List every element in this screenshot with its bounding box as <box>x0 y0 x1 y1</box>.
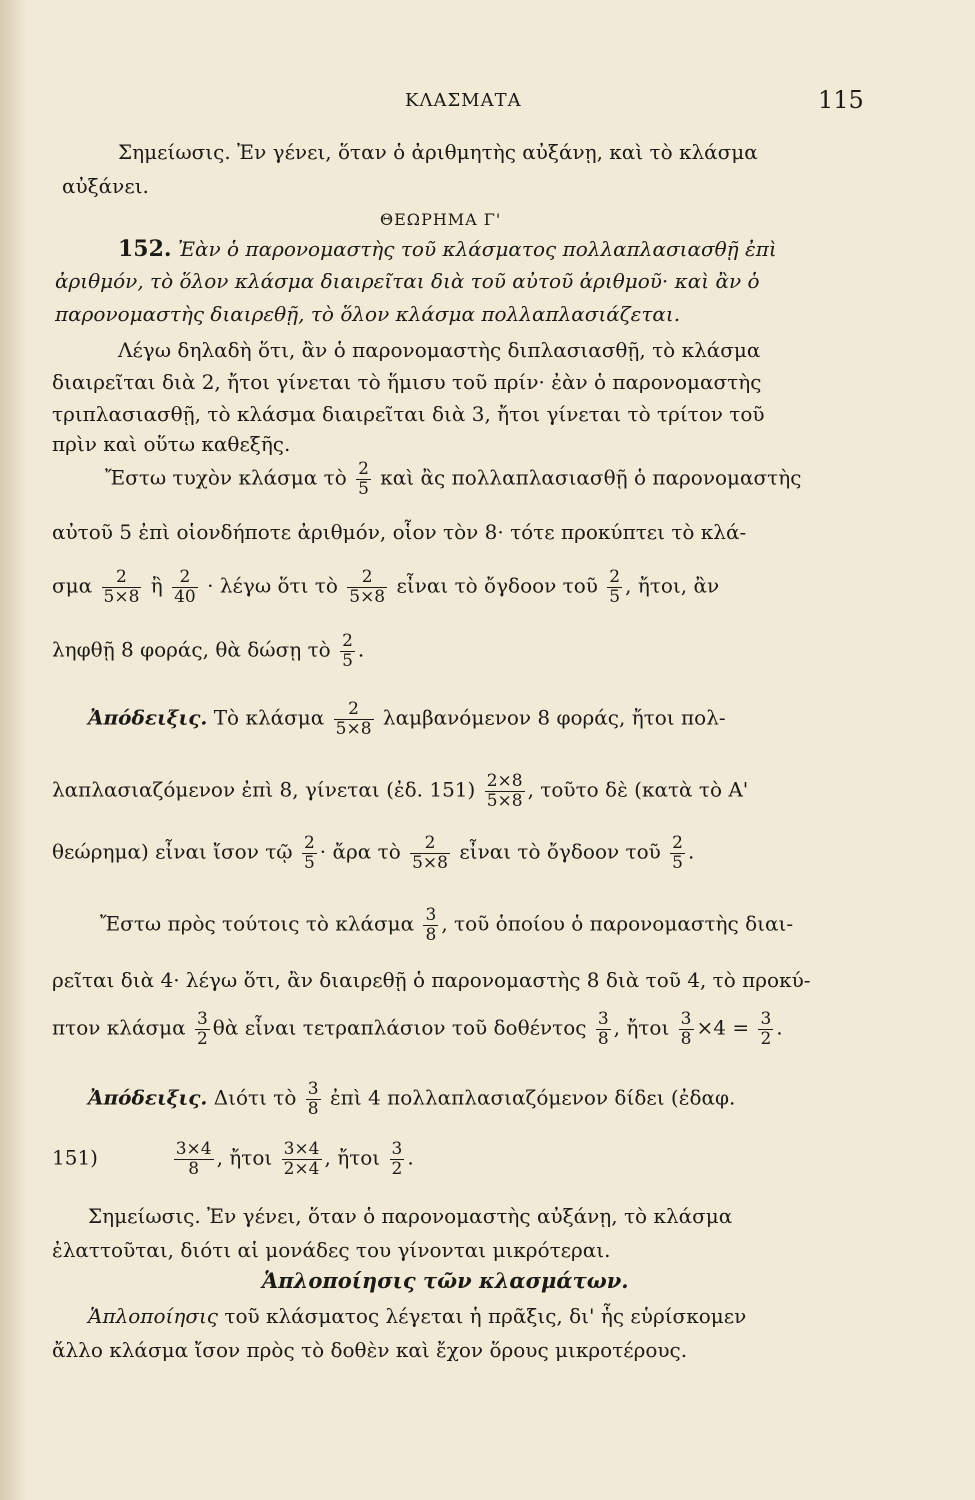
proof-text: Τὸ κλάσμα <box>213 705 325 730</box>
proof-text: · ἄρα τὸ <box>319 839 401 864</box>
example2-line-2: ρεῖται διὰ 4· λέγω ὅτι, ἂν διαιρεθῇ ὁ παρονομαστὴς 8 διὰ τοῦ 4, τὸ προκύ- <box>52 968 811 992</box>
example2-text: Ἔστω πρὸς τούτοις τὸ κλάσμα <box>100 911 415 936</box>
para-line-3: τριπλασιασθῇ, τὸ κλάσμα διαιρεῖται διὰ 3, ἤτοι γίνεται τὸ τρίτον τοῦ <box>52 402 765 426</box>
example2-text: πτον κλάσμα <box>52 1015 186 1040</box>
para-line-4: πρὶν καὶ οὕτω καθεξῆς. <box>52 432 291 456</box>
example-text: , ἤτοι, ἂν <box>625 573 720 598</box>
fraction-2-5: $\frac{2}{5}$ <box>672 833 683 873</box>
example2-text: , ἤτοι <box>613 1015 670 1040</box>
note-line-2: αὐξάνει. <box>62 174 149 198</box>
example2-text: ×4 = <box>696 1015 750 1040</box>
proof-text: , τοῦτο δὲ (κατὰ τὸ Α' <box>527 777 749 802</box>
fraction-3-8: $\frac{3}{8}$ <box>425 905 437 945</box>
example2-line-3 <box>52 1010 783 1048</box>
page-number: 115 <box>818 86 864 114</box>
proof2-text: Διότι τὸ <box>213 1085 297 1110</box>
proof2-text: , ἤτοι <box>324 1145 381 1170</box>
note2-line-2: ἐλαττοῦται, διότι αἱ μονάδες του γίνονται μικρότεραι. <box>52 1238 611 1262</box>
example-text: ἢ <box>150 573 163 598</box>
fraction-2-5x8: $\frac{2}{5\times 8}$ <box>412 833 448 873</box>
proof2-text: , ἤτοι <box>216 1145 273 1170</box>
example2-text: θὰ εἶναι τετραπλάσιον τοῦ δοθέντος <box>212 1015 587 1040</box>
example-line-3 <box>52 568 719 606</box>
simplification-heading: Ἁπλοποίησις τῶν κλασμάτων. <box>262 1268 629 1293</box>
example-text: εἶναι τὸ ὄγδοον τοῦ <box>396 573 598 598</box>
fraction-3-8: $\frac{3}{8}$ <box>597 1009 609 1049</box>
fraction-2-5: $\frac{2}{5}$ <box>303 833 315 873</box>
theorem-line-2: ἀριθμόν, τὸ ὅλον κλάσμα διαιρεῖται διὰ τοῦ αὐτοῦ ἀριθμοῦ· καὶ ἂν ὁ <box>55 269 760 293</box>
page-gutter-shadow <box>0 0 28 1500</box>
proof2-text: ἐπὶ 4 πολλαπλασιαζόμενον δίδει (ἐδαφ. <box>329 1085 736 1110</box>
example2-text: . <box>776 1015 783 1040</box>
example-line-4 <box>52 632 364 670</box>
proof-text: . <box>687 839 695 864</box>
fraction-2-5: $\frac{2}{5}$ <box>342 631 353 671</box>
proof2-text: . <box>407 1145 414 1170</box>
para-line-2: διαιρεῖται διὰ 2, ἤτοι γίνεται τὸ ἥμισυ τοῦ πρίν· ἐὰν ὁ παρονομαστὴς <box>52 370 762 394</box>
fraction-3-2: $\frac{3}{2}$ <box>760 1009 772 1049</box>
fraction-3-2: $\frac{3}{2}$ <box>196 1009 208 1049</box>
example-text: · λέγω ὅτι τὸ <box>207 573 338 598</box>
fraction-2-5x8: $\frac{2}{5\times 8}$ <box>335 699 372 739</box>
fraction-2-5x8: $\frac{2}{5\times 8}$ <box>103 567 140 607</box>
example-line-1 <box>105 460 801 498</box>
definition-line-1 <box>88 1304 746 1328</box>
proof2-text: 151) <box>52 1145 98 1170</box>
example-text: . <box>357 637 365 662</box>
theorem-line-1 <box>118 236 777 262</box>
fraction-3x4-2x4: $\frac{3\times 4}{2\times 4}$ <box>283 1139 320 1179</box>
definition-line-2: ἄλλο κλάσμα ἴσον πρὸς τὸ δοθὲν καὶ ἔχον ὅρους μικροτέρους. <box>52 1338 688 1362</box>
fraction-2-5: $\frac{2}{5}$ <box>358 459 369 499</box>
fraction-3-8: $\frac{3}{8}$ <box>680 1009 692 1049</box>
proof2-line-2 <box>52 1140 414 1178</box>
example-text: σμα <box>52 573 93 598</box>
para-line-1: Λέγω δηλαδὴ ὅτι, ἂν ὁ παρονομαστὴς διπλασιασθῇ, τὸ κλάσμα <box>118 338 761 362</box>
running-header: ΚΛΑΣΜΑΤΑ <box>405 90 522 111</box>
proof-line-3 <box>52 834 694 872</box>
theorem-line-3: παρονομαστὴς διαιρεθῇ, τὸ ὅλον κλάσμα πολλαπλασιάζεται. <box>55 302 681 326</box>
proof-line-1 <box>88 700 726 738</box>
fraction-3x4-8: $\frac{3\times 4}{8}$ <box>175 1139 212 1179</box>
fraction-2-40: $\frac{2}{40}$ <box>174 567 196 607</box>
definition-term: Ἁπλοποίησις <box>88 1304 219 1328</box>
proof-text: εἶναι τὸ ὄγδοον τοῦ <box>459 839 661 864</box>
proof-line-2 <box>52 772 748 810</box>
section-number: 152. <box>118 236 172 262</box>
proof2-line-1 <box>88 1080 735 1118</box>
theorem-text-1: Ἐὰν ὁ παρονομαστὴς τοῦ κλάσματος πολλαπλασιασθῇ ἐπὶ <box>177 237 777 261</box>
example-line-2: αὐτοῦ 5 ἐπὶ οἱονδήποτε ἀριθμόν, οἷον τὸν 8· τότε προκύπτει τὸ κλά- <box>52 520 747 544</box>
proof-text: θεώρημα) εἶναι ἴσον τῷ <box>52 839 293 864</box>
fraction-2x8-5x8: $\frac{2\times 8}{5\times 8}$ <box>486 771 523 811</box>
example-text: καὶ ἂς πολλαπλασιασθῇ ὁ παρονομαστὴς <box>380 465 802 490</box>
example-text: Ἔστω τυχὸν κλάσμα τὸ <box>105 465 347 490</box>
example-text: ληφθῇ 8 φοράς, θὰ δώσῃ τὸ <box>52 637 331 662</box>
example2-line-1 <box>100 906 793 944</box>
note-line-1: Σημείωσις. Ἐν γένει, ὅταν ὁ ἀριθμητὴς αὐξάνῃ, καὶ τὸ κλάσμα <box>118 140 758 164</box>
fraction-3-8: $\frac{3}{8}$ <box>307 1079 319 1119</box>
proof2-label: Ἀπόδειξις. <box>88 1085 208 1110</box>
fraction-2-5x8: $\frac{2}{5\times 8}$ <box>349 567 386 607</box>
example2-text: , τοῦ ὁποίου ὁ παρονομαστὴς διαι- <box>441 911 794 936</box>
note2-line-1: Σημείωσις. Ἐν γένει, ὅταν ὁ παρονομαστὴς αὐξάνῃ, τὸ κλάσμα <box>88 1204 733 1228</box>
theorem-heading: ΘΕΩΡΗΜΑ Γ' <box>380 210 502 229</box>
proof-text: λαπλασιαζόμενον ἐπὶ 8, γίνεται (ἐδ. 151) <box>52 777 476 802</box>
proof-label: Ἀπόδειξις. <box>88 705 208 730</box>
proof-text: λαμβανόμενον 8 φοράς, ἤτοι πολ- <box>382 705 726 730</box>
fraction-3-2: $\frac{3}{2}$ <box>391 1139 403 1179</box>
fraction-2-5: $\frac{2}{5}$ <box>609 567 621 607</box>
definition-text: τοῦ κλάσματος λέγεται ἡ πρᾶξις, δι' ἧς εὑρίσκομεν <box>224 1304 747 1328</box>
